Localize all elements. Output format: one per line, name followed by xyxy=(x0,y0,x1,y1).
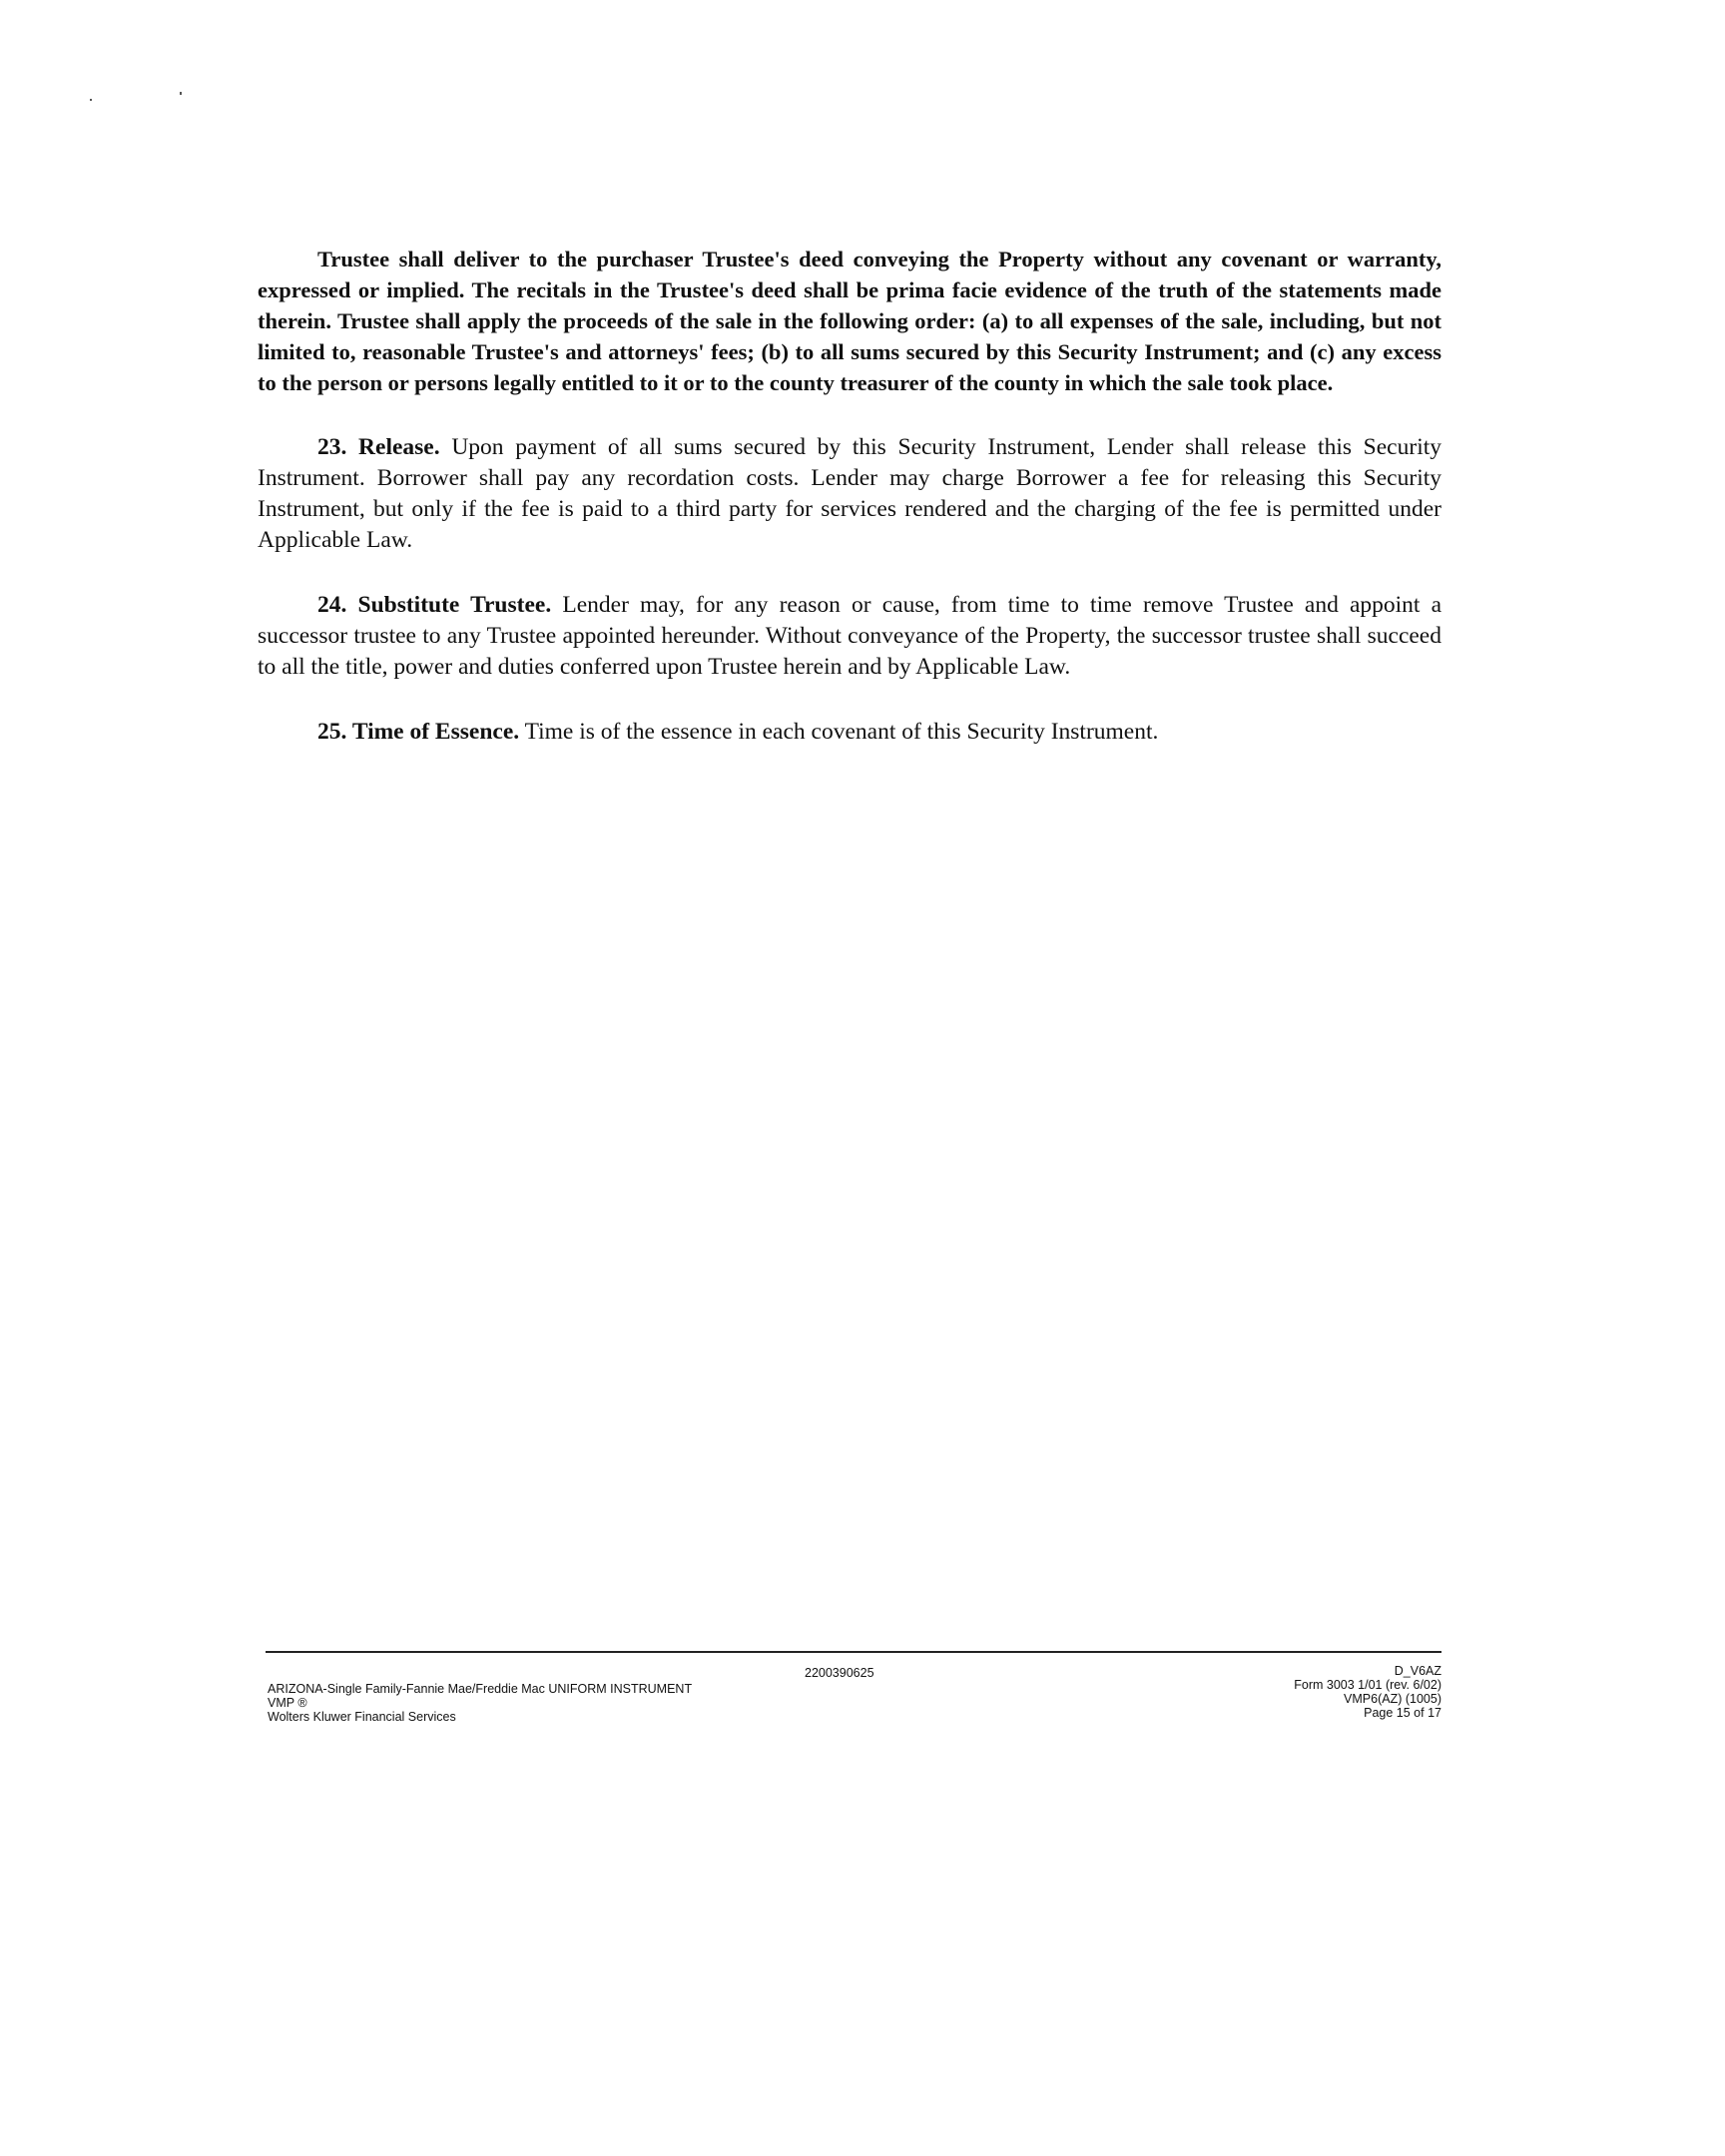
footer-publisher: Wolters Kluwer Financial Services xyxy=(268,1710,456,1724)
footer-right xyxy=(1294,1664,1441,1720)
section-23-release xyxy=(258,432,1441,556)
document-body xyxy=(258,244,1441,782)
section-heading: 24. Substitute Trustee. xyxy=(317,592,552,618)
footer-left xyxy=(268,1682,692,1724)
footer-vmp-mark: VMP ® xyxy=(268,1696,307,1710)
section-text: Upon payment of all sums secured by this Security Instrument, Lender shall release this Security Instrument. Borrower shall pay any recordation costs. Lender may charge Borrower a fee for releasing this Security Instrument, but only if the fee is paid to a third party for services rendered and the charging of the fee is permitted under Applicable Law. xyxy=(258,434,1441,553)
footer-vmp-code: VMP6(AZ) (1005) xyxy=(1344,1692,1441,1706)
section-heading: 25. Time of Essence. xyxy=(317,719,520,745)
footer-loan-number xyxy=(805,1666,874,1680)
section-heading: 23. Release. xyxy=(317,434,440,460)
section-text: Time is of the essence in each covenant of this Security Instrument. xyxy=(524,719,1159,745)
paragraph-22-continuation: Trustee shall deliver to the purchaser Trustee's deed conveying the Property without any covenant or warranty, expressed or implied. The recitals in the Trustee's deed shall be prima facie evidence of the truth of the statements made therein. Trustee shall apply the proceeds of the sale in the following order: (a) to all expenses of the sale, including, but not limited to, reasonable Trustee's and attorneys' fees; (b) to all sums secured by this Security Instrument; and (c) any excess to the person or persons legally entitled to it or to the county treasurer of the county in which the sale took place. xyxy=(258,247,1441,395)
section-25-time-of-essence xyxy=(258,717,1441,748)
footer-divider xyxy=(266,1651,1441,1653)
footer-form-title: ARIZONA-Single Family-Fannie Mae/Freddie Mac UNIFORM INSTRUMENT xyxy=(268,1682,693,1696)
footer-form-number: Form 3003 1/01 (rev. 6/02) xyxy=(1294,1678,1441,1692)
footer-page-number: Page 15 of 17 xyxy=(1364,1706,1441,1720)
scan-speck xyxy=(180,92,182,95)
loan-number: 2200390625 xyxy=(805,1666,874,1680)
footer-doc-code: D_V6AZ xyxy=(1394,1664,1441,1678)
section-24-substitute-trustee xyxy=(258,590,1441,683)
scan-speck xyxy=(90,99,92,101)
section-text: Lender may, for any reason or cause, from time to time remove Trustee and appoint a successor trustee to any Trustee appointed hereunder. Without conveyance of the Property, the successor trustee shall succeed to all the title, power and duties conferred upon Trustee herein and by Applicable Law. xyxy=(258,592,1442,680)
